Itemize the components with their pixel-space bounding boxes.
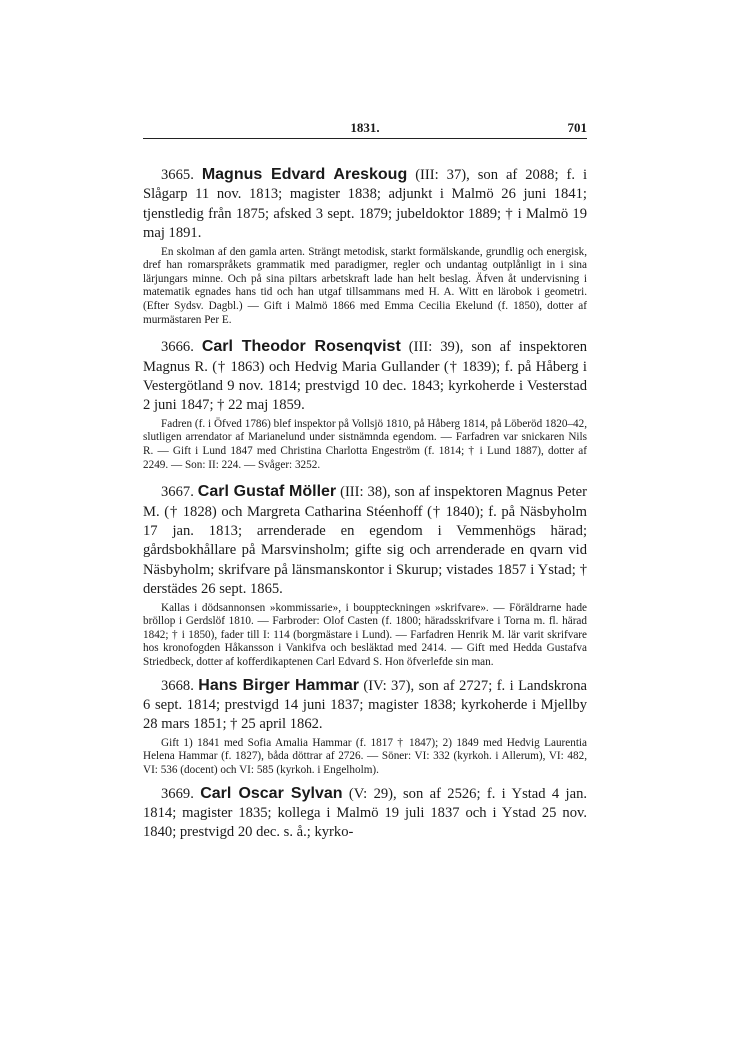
entry-3668 <box>143 676 587 778</box>
person-name: Magnus Edvard Areskoug <box>201 166 408 183</box>
entry-body: (IV: 37), son af 2727; f. i Landskrona 6 sept. 1814; prestvigd 14 juni 1837; magister 1838; kyrkoherde i Mjellby 28 mars 1851; † 25 april 1862. <box>143 677 587 733</box>
entry-number: 3666. <box>161 339 194 356</box>
entry-number: 3667. <box>161 484 194 501</box>
running-header <box>143 118 587 139</box>
page-number: 701 <box>567 120 587 135</box>
entry-body: (III: 38), son af inspektoren Magnus Peter M. († 1828) och Margreta Catharina Stéenhoff († 1840); f. på Näsbyholm 17 jan. 1813; arrenderade en egendom i Vemmenhögs härad; gårdsbokhållare på Marsvinsholm; gifte sig och arrenderade en qvarn vid Näsbyholm; skrifvare på länsmanskontor i Skurup; vistades 1857 i Ystad; † derstädes 26 sept. 1865. <box>143 484 587 598</box>
entry-main-text <box>143 165 587 244</box>
entry-note: Gift 1) 1841 med Sofia Amalia Hammar (f. 1817 † 1847); 2) 1849 med Hedvig Laurentia Helena Hammar (f. 1827), båda döttrar af 2726. — Söner: VI: 332 (kyrkoh. i Allerum), VI: 482, VI: 536 (docent) och VI: 585 (kyrkoh. i Engelholm). <box>143 736 587 776</box>
entry-body: (V: 29), son af 2526; f. i Ystad 4 jan. 1814; magister 1835; kollega i Malmö 19 juli 1837 och i Ystad 25 nov. 1840; prestvigd 20 dec. s. å.; kyrko- <box>143 785 588 841</box>
person-name: Carl Gustaf Möller <box>197 483 337 501</box>
entry-note: Kallas i dödsannonsen »kommissarie», i bouppteckningen »skrifvare». — Föräldrarne hade bröllop i Gerdslöf 1810. — Farbroder: Olof Casten (f. 1800; häradsskrifvare i Torna m. fl. härad 1842; † i 1850), fader till I: 114 (borgmästare i Lund). — Farfadren Henrik M. lär varit skrifvare hos kronofogden Håkansson i Vankifva och besläktad med 2414. — Gift med Hedda Gustafva Striedbeck, dotter af kofferdikaptenen Carl Edvard S. Hon öfverlefde sin man. <box>143 601 587 668</box>
person-name: Carl Theodor Rosenqvist <box>201 338 401 356</box>
person-name: Hans Birger Hammar <box>198 676 359 694</box>
entry-3665 <box>143 165 587 327</box>
entry-body: (III: 37), son af 2088; f. i Slågarp 11 nov. 1813; magister 1838; adjunkt i Malmö 26 juni 1841; tjenstledig från 1875; afsked 3 sept. 1879; jubeldoktor 1889; † i Malmö 19 maj 1891. <box>143 167 587 242</box>
entry-number: 3668. <box>161 677 194 694</box>
book-page <box>143 118 587 843</box>
entry-3669 <box>143 784 587 843</box>
entry-3666 <box>143 337 587 472</box>
person-name: Carl Oscar Sylvan <box>200 784 343 802</box>
entry-body: (III: 39), son af inspektoren Magnus R. († 1863) och Hedvig Maria Gullander († 1839); f. på Håberg i Vestergötland 9 nov. 1814; prestvigd 10 dec. 1843; kyrkoherde i Vesterstad 2 juni 1847; † 22 maj 1859. <box>143 339 588 414</box>
entry-number: 3669. <box>161 785 194 802</box>
entry-main-text <box>143 784 587 843</box>
entry-main-text <box>143 482 587 599</box>
entry-main-text <box>143 676 587 735</box>
entry-number: 3665. <box>161 167 194 183</box>
entry-note: Fadren (f. i Öfved 1786) blef inspektor på Vollsjö 1810, på Håberg 1814, på Löberöd 1820–42, slutligen arrendator af Marianelund under sistnämnda egendom. — Farfadren var snickaren Nils R. — Gift i Lund 1847 med Christina Charlotta Engeström (f. 1814; † i Lund 1887), dotter af 2249. — Son: II: 224. — Svåger: 3252. <box>143 417 587 471</box>
header-year: 1831. <box>350 120 380 135</box>
entry-main-text <box>143 337 587 416</box>
entry-3667 <box>143 482 587 669</box>
entry-note: En skolman af den gamla arten. Strängt metodisk, starkt formälskande, grundlig och energisk, dref han romarspråkets grammatik med paradigmer, regler och undantag outplånligt in i sina lärjungars minne. Och på sina piltars arbetskraft lade han helt beslag. Äfven åt undervisning i matematik egnades hans tid och han utgaf tillsammans med H. A. Witt en lärobok i geometri. (Efter Sydsv. Dagbl.) — Gift i Malmö 1866 med Emma Cecilia Ekelund (f. 1850), dotter af murmästaren Per E. <box>143 245 587 326</box>
